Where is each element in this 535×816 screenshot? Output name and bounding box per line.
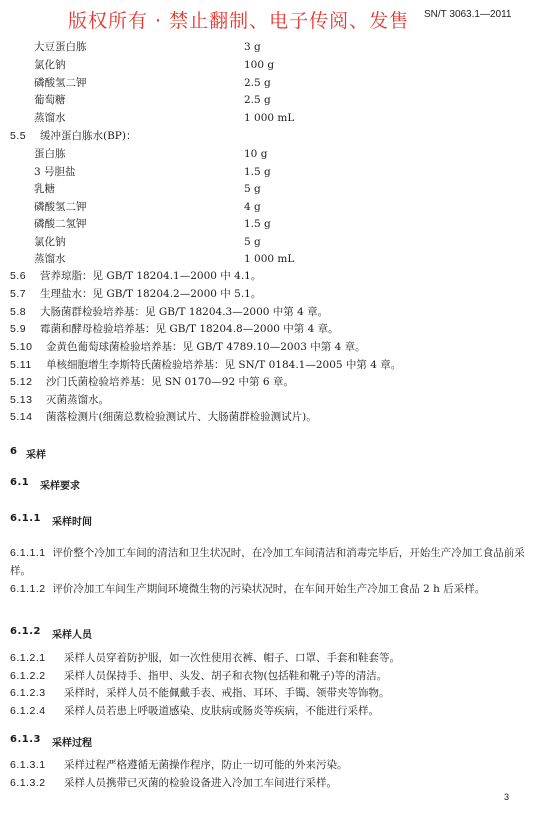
reagent-qty: 1 000 mL	[244, 253, 295, 265]
clause-text: 大肠菌群检验培养基：见 GB/T 18204.3—2000 中第 4 章。	[40, 306, 329, 318]
reagent-name: 乳糖	[34, 183, 55, 195]
reagent-name: 氯化钠	[34, 59, 66, 71]
reagent-qty: 1.5 g	[244, 166, 271, 178]
clause-number: 6.1.2.1	[10, 652, 46, 664]
clause-text: 霉菌和酵母检验培养基：见 GB/T 18204.8—2000 中第 4 章。	[40, 323, 339, 335]
clause-number: 5.6	[10, 270, 27, 282]
reagent-qty: 5 g	[244, 183, 261, 195]
clause-number: 6.1.3.1	[10, 759, 46, 771]
clause-number: 5.7	[10, 288, 27, 300]
clause-number: 6.1.2.4	[10, 705, 46, 717]
clause-number: 5.13	[10, 394, 33, 406]
reagent-name: 蒸馏水	[34, 112, 66, 124]
clause-text: 采样人员若患上呼吸道感染、皮肤病或肠炎等疾病，不能进行采样。	[64, 705, 379, 717]
copyright-watermark: 版权所有 · 禁止翻制、电子传阅、发售	[68, 10, 410, 32]
reagent-name: 氯化钠	[34, 236, 66, 248]
reagent-name: 3 号胆盐	[34, 166, 76, 178]
clause-number: 5.14	[10, 411, 33, 423]
section-number: 6.1.3	[10, 734, 41, 745]
section-number: 6.1	[10, 477, 30, 488]
clause-number: 6.1.1.1	[10, 547, 46, 559]
clause-text: 金黄色葡萄球菌检验培养基：见 GB/T 4789.10—2003 中第 4 章。	[46, 341, 366, 353]
clause-text: 菌落检测片(细菌总数检验测试片、大肠菌群检验测试片)。	[46, 411, 317, 423]
clause-number: 5.9	[10, 323, 27, 335]
reagent-name: 葡萄糖	[34, 94, 66, 106]
clause-text: 采样时，采样人员不能佩戴手表、戒指、耳环、手镯、领带夹等饰物。	[64, 687, 390, 699]
section-number: 6	[10, 446, 18, 457]
clause-text: 灭菌蒸馏水。	[46, 394, 109, 406]
reagent-qty: 1.5 g	[244, 218, 271, 230]
clause-text: 评价冷加工车间生产期间环境微生物的污染状况时，在车间开始生产冷加工食品 2 h 后采样。	[52, 583, 486, 595]
clause-text: 采样人员携带已灭菌的检验设备进入冷加工车间进行采样。	[64, 777, 337, 789]
clause-text: 采样人员穿着防护服，如一次性使用衣裤、帽子、口罩、手套和鞋套等。	[64, 652, 400, 664]
reagent-name: 磷酸氢二钾	[34, 201, 87, 213]
section-title: 采样人员	[52, 630, 92, 641]
reagent-name: 大豆蛋白胨	[34, 41, 87, 53]
reagent-qty: 3 g	[244, 41, 261, 53]
reagent-name: 蛋白胨	[34, 148, 66, 160]
clause-text: 生理盐水：见 GB/T 18204.2—2000 中 5.1。	[40, 288, 262, 300]
standard-number: SN/T 3063.1—2011	[424, 9, 512, 20]
clause-number: 6.1.2.3	[10, 687, 46, 699]
reagent-name: 磷酸二氢钾	[34, 218, 87, 230]
reagent-qty: 10 g	[244, 148, 268, 160]
clause-number: 5.12	[10, 376, 33, 388]
reagent-qty: 2.5 g	[244, 94, 271, 106]
section-title: 采样要求	[40, 481, 80, 492]
reagent-qty: 5 g	[244, 236, 261, 248]
clause-text: 采样人员保持手、指甲、头发、胡子和衣物(包括鞋和靴子)等的清洁。	[64, 670, 388, 682]
reagent-name: 蒸馏水	[34, 253, 66, 265]
section-number: 6.1.1	[10, 513, 41, 524]
reagent-qty: 100 g	[244, 59, 275, 71]
reagent-qty: 1 000 mL	[244, 112, 295, 124]
clause-number: 5.10	[10, 341, 33, 353]
section-title: 采样时间	[52, 517, 92, 528]
clause-number: 5.8	[10, 306, 27, 318]
clause-text: 沙门氏菌检验培养基：见 SN 0170—92 中第 6 章。	[46, 376, 294, 388]
clause-text: 营养琼脂：见 GB/T 18204.1—2000 中 4.1。	[40, 270, 262, 282]
clause-title: 缓冲蛋白胨水(BP)：	[40, 130, 137, 142]
paragraph-6-1-1-2	[10, 580, 528, 598]
clause-number: 6.1.1.2	[10, 583, 46, 595]
reagent-qty: 4 g	[244, 201, 261, 213]
clause-number: 5.5	[10, 130, 27, 142]
section-number: 6.1.2	[10, 626, 41, 637]
paragraph-6-1-1-1	[10, 544, 528, 580]
section-title: 采样	[26, 450, 46, 461]
section-title: 采样过程	[52, 738, 92, 749]
clause-text: 评价整个冷加工车间的清洁和卫生状况时，在冷加工车间清洁和消毒完毕后，开始生产冷加工食品前采样。	[10, 547, 525, 577]
page-number: 3	[504, 792, 510, 802]
reagent-qty: 2.5 g	[244, 77, 271, 89]
clause-number: 6.1.2.2	[10, 670, 46, 682]
reagent-name: 磷酸氢二钾	[34, 77, 87, 89]
clause-number: 5.11	[10, 359, 32, 371]
clause-text: 采样过程严格遵循无菌操作程序，防止一切可能的外来污染。	[64, 759, 348, 771]
clause-number: 6.1.3.2	[10, 777, 46, 789]
clause-text: 单核细胞增生李斯特氏菌检验培养基：见 SN/T 0184.1—2005 中第 4 章。	[46, 359, 402, 371]
